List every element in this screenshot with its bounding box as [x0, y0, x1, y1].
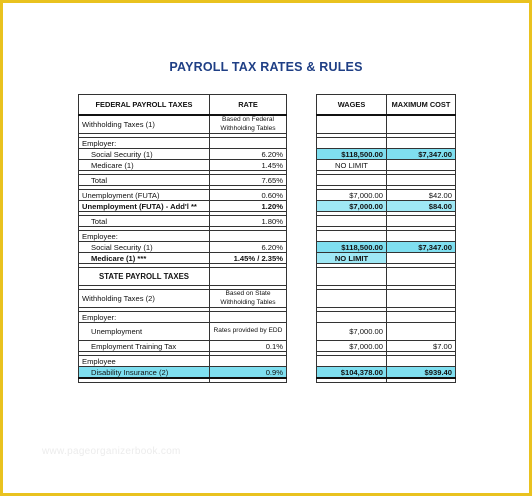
wages-table: [316, 94, 456, 383]
row-rate: 6.20%: [210, 149, 287, 160]
col-header-rate: RATE: [210, 95, 287, 116]
table-row: [79, 242, 287, 253]
max-cost-cell: $7.00: [387, 341, 456, 352]
table-row: [317, 341, 456, 352]
table-row: [317, 149, 456, 160]
max-cost-cell: $939.40: [387, 367, 456, 379]
wages-cell: $7,000.00: [317, 341, 387, 352]
row-label: Total: [79, 216, 210, 227]
max-cost-cell: $42.00: [387, 190, 456, 201]
wages-cell: $7,000.00: [317, 323, 387, 341]
row-rate: 0.1%: [210, 341, 287, 352]
table-row: [317, 323, 456, 341]
table-row: [317, 242, 456, 253]
wages-cell: $118,500.00: [317, 149, 387, 160]
row-rate: 1.80%: [210, 216, 287, 227]
table-row: [317, 190, 456, 201]
wages-cell: NO LIMIT: [317, 253, 387, 264]
row-label: Employee: [79, 356, 210, 367]
row-rate: 0.60%: [210, 190, 287, 201]
table-row: [79, 312, 287, 323]
row-label: Employer:: [79, 312, 210, 323]
row-label: Employer:: [79, 138, 210, 149]
table-row: [79, 115, 287, 134]
table-header-row: [79, 95, 287, 116]
row-rate: 6.20%: [210, 242, 287, 253]
max-cost-cell: $84.00: [387, 201, 456, 212]
row-label: Employment Training Tax: [79, 341, 210, 352]
row-label: Unemployment: [79, 323, 210, 341]
max-cost-cell: $7,347.00: [387, 242, 456, 253]
row-label: Social Security (1): [79, 149, 210, 160]
table-row: [79, 216, 287, 227]
table-row: [79, 253, 287, 264]
row-label: Withholding Taxes (2): [79, 290, 210, 308]
table-row: [79, 323, 287, 341]
wages-cell: $118,500.00: [317, 242, 387, 253]
wages-cell: $104,378.00: [317, 367, 387, 379]
row-label: Social Security (1): [79, 242, 210, 253]
table-row: [79, 290, 287, 308]
row-rate: 1.20%: [210, 201, 287, 212]
wages-cell: $7,000.00: [317, 190, 387, 201]
row-label: Unemployment (FUTA): [79, 190, 210, 201]
table-row: [317, 160, 456, 171]
row-label: Medicare (1): [79, 160, 210, 171]
table-row: [79, 268, 287, 286]
col-header-federal: FEDERAL PAYROLL TAXES: [79, 95, 210, 116]
row-rate: Rates provided by EDD: [210, 323, 287, 341]
row-rate: Based on State Withholding Tables: [210, 290, 287, 308]
wages-cell: $7,000.00: [317, 201, 387, 212]
table-row: [79, 356, 287, 367]
row-rate: 7.65%: [210, 175, 287, 186]
col-header-max-cost: MAXIMUM COST: [387, 95, 456, 116]
row-label: Unemployment (FUTA) - Add'l **: [79, 201, 210, 212]
row-label: Total: [79, 175, 210, 186]
table-header-row: [317, 95, 456, 116]
table-row: [79, 149, 287, 160]
table-row: [79, 341, 287, 352]
section-header-state: STATE PAYROLL TAXES: [79, 268, 210, 286]
row-rate: 1.45%: [210, 160, 287, 171]
table-row: [79, 160, 287, 171]
table-row: [79, 138, 287, 149]
row-label: Disability Insurance (2): [79, 367, 210, 379]
page-title: PAYROLL TAX RATES & RULES: [169, 60, 363, 74]
table-row: [79, 175, 287, 186]
watermark: www.pageorganizerbook.com: [42, 446, 181, 457]
row-rate: Based on Federal Withholding Tables: [210, 115, 287, 134]
table-row: [79, 190, 287, 201]
table-row: [79, 231, 287, 242]
row-label: Employee:: [79, 231, 210, 242]
row-label: Withholding Taxes (1): [79, 115, 210, 134]
rates-table: [78, 94, 287, 383]
table-row: [317, 367, 456, 379]
table-row: [79, 201, 287, 212]
table-row: [317, 201, 456, 212]
row-label: Medicare (1) ***: [79, 253, 210, 264]
col-header-wages: WAGES: [317, 95, 387, 116]
row-rate: 0.9%: [210, 367, 287, 379]
table-row: [79, 367, 287, 379]
max-cost-cell: $7,347.00: [387, 149, 456, 160]
table-row: [317, 253, 456, 264]
wages-cell: NO LIMIT: [317, 160, 387, 171]
row-rate: 1.45% / 2.35%: [210, 253, 287, 264]
